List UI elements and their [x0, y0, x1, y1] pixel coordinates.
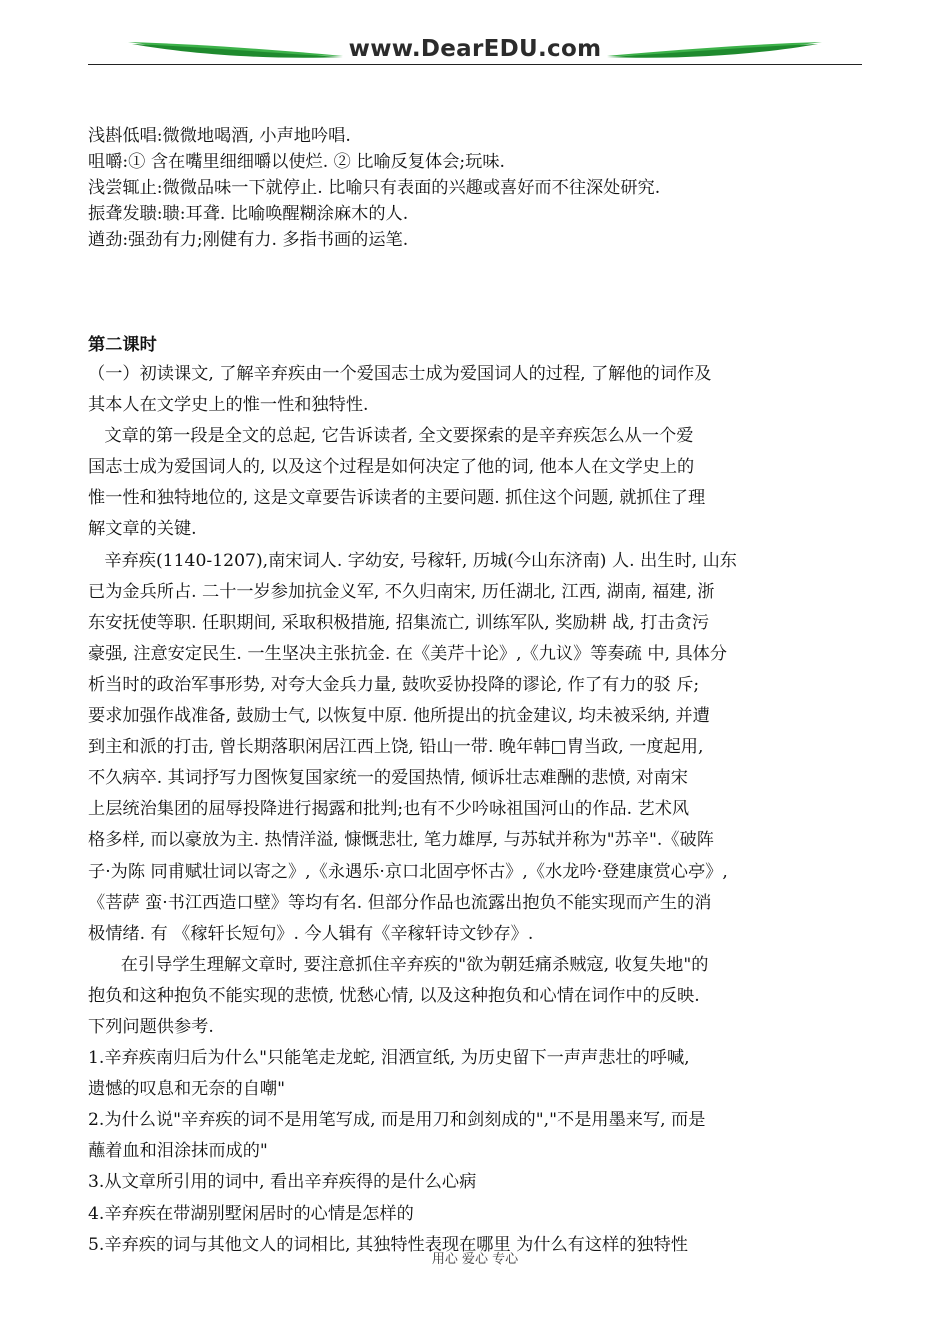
body-line: 到主和派的打击, 曾长期落职闲居江西上饶, 铅山一带. 晚年韩□胄当政, 一度起用,: [88, 737, 704, 758]
question-line: 3.从文章所引用的词中, 看出辛弃疾得的是什么心病: [88, 1172, 477, 1193]
body-line: 惟一性和独特地位的, 这是文章要告诉读者的主要问题. 抓住这个问题, 就抓住了理: [88, 488, 706, 509]
definition-item: 咀嚼:① 含在嘴里细细嚼以使烂. ② 比喻反复体会;玩味.: [88, 152, 506, 172]
body-line: 文章的第一段是全文的总起, 它告诉读者, 全文要探索的是辛弃疾怎么从一个爱: [88, 426, 694, 447]
body-line: 在引导学生理解文章时, 要注意抓住辛弃疾的"欲为朝廷痛杀贼寇, 收复失地"的: [88, 954, 709, 975]
section-title: 第二课时: [88, 335, 157, 355]
body-line: 子·为陈 同甫赋壮词以寄之》,《永遇乐·京口北固亭怀古》,《水龙吟·登建康赏心亭》,: [88, 861, 728, 882]
site-name: www.DearEDU.com: [348, 36, 602, 62]
body-line: 上层统治集团的屈辱投降进行揭露和批判;也有不少吟咏祖国河山的作品. 艺术风: [88, 799, 690, 820]
body-line: 抱负和这种抱负不能实现的悲愤, 忧愁心情, 以及这种抱负和心情在词作中的反映.: [88, 985, 700, 1006]
body-line: 极情绪. 有 《稼轩长短句》. 今人辑有《辛稼轩诗文钞存》.: [88, 923, 534, 944]
question-line: 蘸着血和泪涂抹而成的": [88, 1141, 268, 1162]
body-line: 不久病卒. 其词抒写力图恢复国家统一的爱国热情, 倾诉壮志难酬的悲愤, 对南宋: [88, 768, 688, 789]
body-line: 豪强, 注意安定民生. 一生坚决主张抗金. 在《美芹十论》,《九议》等奏疏 中, 具体分: [88, 643, 728, 664]
body-line: 已为金兵所占. 二十一岁参加抗金义军, 不久归南宋, 历任湖北, 江西, 湖南, 福建, 浙: [88, 581, 715, 602]
body-line: 格多样, 而以豪放为主. 热情洋溢, 慷慨悲壮, 笔力雄厚, 与苏轼并称为"苏辛".《破阵: [88, 830, 714, 851]
question-line: 2.为什么说"辛弃疾的词不是用笔写成, 而是用刀和剑刻成的","不是用墨来写, 而是: [88, 1110, 706, 1131]
question-line: 4.辛弃疾在带湖别墅闲居时的心情是怎样的: [88, 1203, 414, 1224]
body-line: 要求加强作战准备, 鼓励士气, 以恢复中原. 他所提出的抗金建议, 均未被采纳, 并遭: [88, 706, 710, 727]
body-line: 《菩萨 蛮·书江西造口壁》等均有名. 但部分作品也流露出抱负不能实现而产生的消: [88, 892, 712, 913]
question-line: 1.辛弃疾南归后为什么"只能笔走龙蛇, 泪洒宣纸, 为历史留下一声声悲壮的呼喊,: [88, 1048, 690, 1069]
page-header: [88, 30, 862, 72]
body-line: 辛弃疾(1140-1207),南宋词人. 字幼安, 号稼轩, 历城(今山东济南) 人. 出生时, 山东: [88, 550, 737, 571]
body-line: （一）初读课文, 了解辛弃疾由一个爱国志士成为爱国词人的过程, 了解他的词作及: [88, 364, 712, 384]
question-line: 遗憾的叹息和无奈的自嘲": [88, 1079, 285, 1100]
definition-item: 浅尝辄止:微微品味一下就停止. 比喻只有表面的兴趣或喜好而不往深处研究.: [88, 178, 661, 198]
definition-list: [88, 123, 868, 253]
body-line: 下列问题供参考.: [88, 1016, 214, 1037]
body-line: 其本人在文学史上的惟一性和独特性.: [88, 395, 369, 416]
body-line: 析当时的政治军事形势, 对夸大金兵力量, 鼓吹妥协投降的谬论, 作了有力的驳 斥;: [88, 674, 700, 695]
definition-item: 遒劲:强劲有力;刚健有力. 多指书画的运笔.: [88, 230, 409, 250]
body-line: 国志士成为爱国词人的, 以及这个过程是如何决定了他的词, 他本人在文学史上的: [88, 457, 695, 478]
question-line: 5.辛弃疾的词与其他文人的词相比, 其独特性表现在哪里 为什么有这样的独特性: [88, 1234, 688, 1255]
definition-item: 振聋发聩:聩:耳聋. 比喻唤醒糊涂麻木的人.: [88, 204, 409, 224]
page-footer: 用心 爱心 专心: [431, 1252, 519, 1267]
header-rule: [88, 64, 862, 65]
lesson-body: [88, 359, 878, 1261]
definition-item: 浅斟低唱:微微地喝酒, 小声地吟唱.: [88, 126, 351, 146]
body-line: 东安抚使等职. 任职期间, 采取积极措施, 招集流亡, 训练军队, 奖励耕 战, 打击贪污: [88, 612, 710, 633]
body-line: 解文章的关键.: [88, 519, 197, 540]
